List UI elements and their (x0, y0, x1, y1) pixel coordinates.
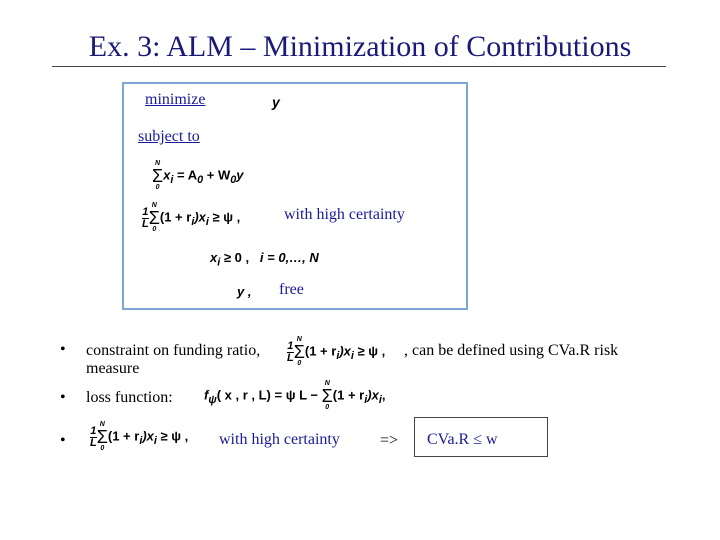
sum-symbol: N Σ 0 (152, 160, 164, 191)
bullet-1-text-after: , can be defined using CVa.R risk (404, 342, 619, 359)
sum-symbol: N Σ 0 (148, 202, 160, 233)
cvar-constraint: CVa.R ≤ w (427, 431, 498, 448)
bullet-1-text: constraint on funding ratio, measure (86, 342, 261, 377)
funding-ratio-constraint: $\frac{1}{L}$ N Σ 0 $(1 + r_i)x_i \ge \psi$ , (142, 202, 241, 233)
bullet-1-formula: $\frac{1}{L}$ N Σ 0 $(1 + r_i)x_i \ge \psi$ , (287, 336, 386, 367)
subject-to-label[interactable]: subject to (138, 128, 200, 145)
optimization-problem-box (122, 82, 468, 310)
title-underline (52, 66, 666, 67)
budget-constraint: N Σ 0 $x_i = A_0 + W_0y$ (152, 160, 244, 191)
free-note: free (279, 281, 304, 298)
bullet-marker: • (60, 432, 66, 449)
bullet-marker: • (60, 341, 66, 358)
slide-title: Ex. 3: ALM – Minimization of Contributions (88, 30, 632, 63)
fraction: $\frac{1}{L}$ (142, 205, 149, 230)
loss-function-formula: $f_\psi$( x , r , L) = ψ L − N Σ 0 $(1 + r_i)x_i$, (204, 380, 386, 411)
bullet-2-text: loss function: (86, 389, 173, 406)
bullet-3-formula: $\frac{1}{L}$ N Σ 0 $(1 + r_i)x_i \ge \psi$ , (90, 421, 189, 452)
high-certainty-note: with high certainty (284, 206, 405, 223)
implies-arrow: => (380, 432, 399, 449)
free-variable-line: y , (237, 284, 252, 299)
objective-variable: y (272, 94, 280, 110)
bullet-3-high-certainty: with high certainty (219, 431, 340, 448)
bullet-marker: • (60, 389, 66, 406)
minimize-label[interactable]: minimize (145, 91, 206, 108)
nonnegativity-constraint: $x_i \ge 0$ , i = 0,…, N (210, 250, 319, 269)
